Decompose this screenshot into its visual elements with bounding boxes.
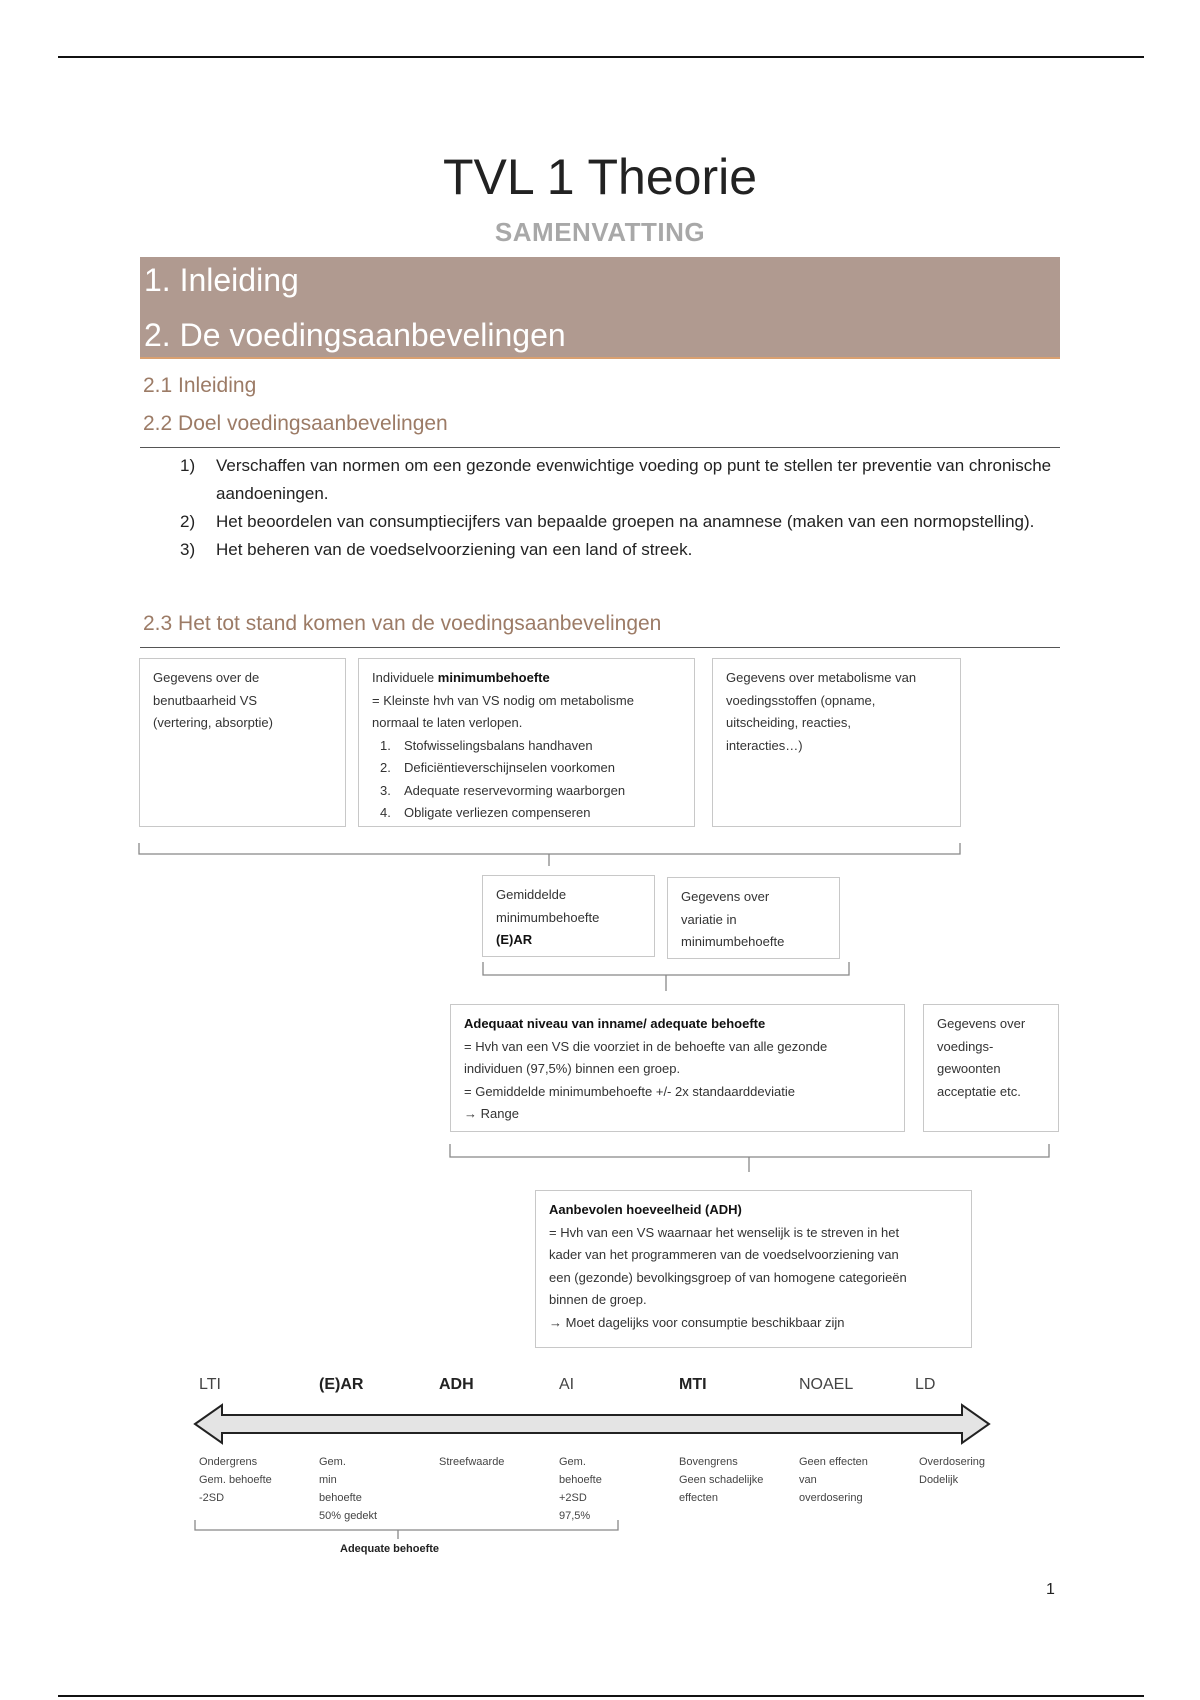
variation-data-box: Gegevens over variatie in minimumbehoefte (667, 877, 840, 959)
chapter-2-heading: 2. De voedingsaanbevelingen (144, 317, 566, 353)
usability-data-box: Gegevens over de benutbaarheid VS (vertering, absorptie) (139, 658, 346, 827)
metabolism-data-box: Gegevens over metabolisme van voedingsstoffen (opname, uitscheiding, reacties, interacties…) (712, 658, 961, 827)
goal-item-1: 1) Verschaffen van normen om een gezonde evenwichtige voeding op punt te stellen ter preventie van chronische aandoeningen. (180, 456, 1052, 503)
recommended-amount-box: Aanbevolen hoeveelheid (ADH) = Hvh van een VS waarnaar het wenselijk is te streven in het kader van het programmeren van de voedselvoorziening van een (gezonde) bevolkingsgroep of van homogene categorieën binnen de groep. → Moet dagelijks voor consumptie beschikbaar zijn (535, 1190, 972, 1348)
footer-rule (58, 1695, 1144, 1697)
timeline-label-mti: MTI (679, 1376, 707, 1393)
timeline-desc-ld: Overdosering Dodelijk (919, 1456, 986, 1486)
goal-item-2: 2) Het beoordelen van consumptiecijfers van bepaalde groepen na anamnese (maken van een normopstelling). (180, 512, 1035, 531)
document-subtitle: SAMENVATTING (494, 217, 706, 247)
adequate-bracket (195, 1520, 618, 1530)
timeline-arrow (195, 1405, 989, 1443)
minimum-item-4: 4. Obligate verliezen compenseren (380, 805, 591, 820)
chapter-1-heading: 1. Inleiding (144, 262, 299, 298)
section-2-2-heading: 2.2 Doel voedingsaanbevelingen (143, 412, 448, 435)
goal-item-3: 3) Het beheren van de voedselvoorziening van een land of streek. (180, 540, 693, 559)
minimum-item-2: 2. Deficiëntieverschijnselen voorkomen (380, 760, 615, 775)
timeline-label-adh: ADH (439, 1376, 474, 1393)
timeline-desc-adh: Streefwaarde (439, 1456, 505, 1468)
section-2-1-heading: 2.1 Inleiding (143, 374, 257, 397)
timeline-label-noael: NOAEL (799, 1376, 854, 1393)
timeline-desc-mti: Bovengrens Geen schadelijke effecten (679, 1456, 764, 1504)
section-2-3-heading: 2.3 Het tot stand komen van de voedingsaanbevelingen (143, 612, 662, 635)
timeline-desc-lti: Ondergrens Gem. behoefte -2SD (199, 1456, 272, 1504)
minimum-item-1: 1. Stofwisselingsbalans handhaven (380, 737, 593, 753)
document-title: TVL 1 Theorie (442, 149, 758, 205)
brace-row-1 (139, 843, 960, 854)
habits-data-box: Gegevens over voedings- gewoonten acceptatie etc. (923, 1004, 1059, 1132)
brace-row-3 (450, 1144, 1049, 1157)
brace-row-2 (483, 962, 849, 975)
timeline-label-lti: LTI (199, 1376, 221, 1393)
page-number: 1 (1046, 1581, 1055, 1598)
minimum-requirement-box: Individuele minimumbehoefte = Kleinste hvh van VS nodig om metabolisme normaal te laten verlopen. 1. Stofwisselingsbalans handhaven 2. Deficiëntieverschijnselen voorkomen 3. Adequate reservevorming waarborgen 4. Obligate verliezen compenseren (358, 658, 695, 827)
timeline-label-ld: LD (915, 1376, 936, 1393)
timeline-desc-ear: Gem. min behoefte 50% gedekt (319, 1456, 378, 1522)
minimum-item-3: 3. Adequate reservevorming waarborgen (380, 782, 626, 798)
average-minimum-box: Gemiddelde minimumbehoefte (E)AR (482, 875, 655, 957)
timeline-label-ai: AI (559, 1376, 575, 1393)
timeline-desc-noael: Geen effecten van overdosering (799, 1456, 868, 1504)
timeline-desc-ai: Gem. behoefte +2SD 97,5% (559, 1456, 602, 1522)
adequate-level-box: Adequaat niveau van inname/ adequate behoefte = Hvh van een VS die voorziet in de behoefte van alle gezonde individuen (97,5%) binnen een groep. = Gemiddelde minimumbehoefte +/- 2x standaarddeviatie → Range (450, 1004, 905, 1132)
timeline-label-ear: (E)AR (319, 1376, 364, 1393)
adequate-bracket-label: Adequate behoefte (340, 1543, 440, 1555)
